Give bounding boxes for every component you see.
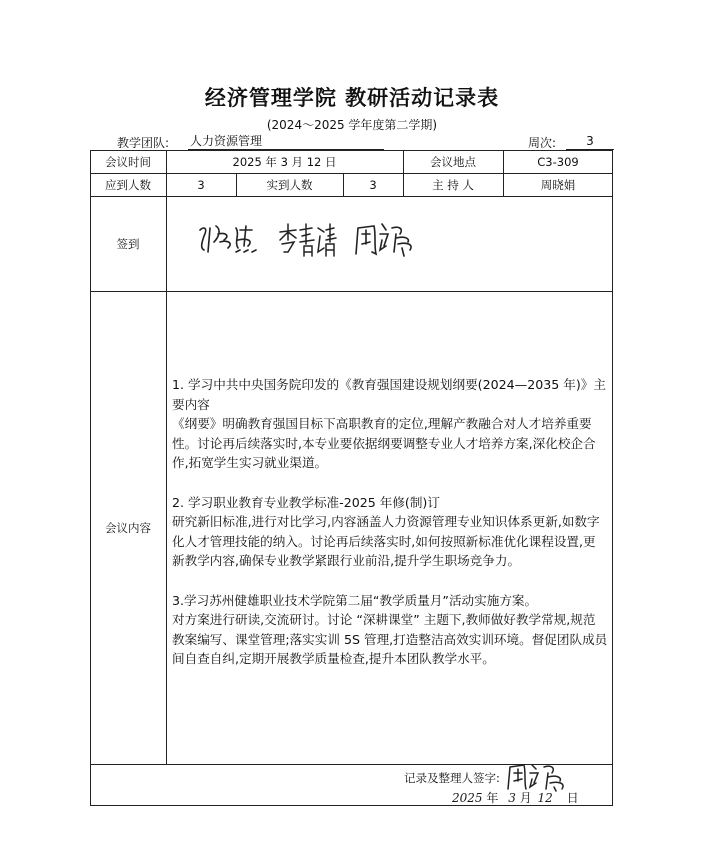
item-2-title: 2. 学习职业教育专业教学标准-2025 年修(制)订 xyxy=(172,494,440,510)
item-3-body: 对方案进行研读,交流研讨。讨论 “深耕课堂” 主题下,教师做好教学常规,规范教案编写、课堂管理;落实实训 5S 管理,打造整洁高效实训环境。督促团队成员间自查自纠,定期开展教学质量检查,提升本团队教学水平。 xyxy=(172,612,608,667)
meeting-content xyxy=(172,375,608,669)
actual-attendees-value: 3 xyxy=(369,177,377,192)
date-month-unit: 月 xyxy=(519,791,532,805)
date-day: 12 xyxy=(537,791,553,805)
signature-2 xyxy=(276,222,338,260)
recorder-label: 记录及整理人签字: xyxy=(404,771,500,785)
week-value: 3 xyxy=(566,134,614,150)
date-month: 3 xyxy=(508,791,516,805)
signature-1 xyxy=(196,220,262,260)
item-3-title: 3.学习苏州健雄职业技术学院第二届“教学质量月”活动实施方案。 xyxy=(172,592,538,608)
host-label: 主 持 人 xyxy=(432,177,474,192)
location-value: C3-309 xyxy=(537,154,579,169)
page-title: 经济管理学院 教研活动记录表 xyxy=(204,85,500,110)
expected-attendees-label: 应到人数 xyxy=(105,177,151,192)
date-day-unit: 日 xyxy=(566,791,579,805)
content-label: 会议内容 xyxy=(105,520,151,535)
term-subtitle: (2024～2025 学年度第二学期) xyxy=(266,118,438,132)
record-date xyxy=(452,789,579,806)
team-value: 人力资源管理 xyxy=(188,134,384,150)
row-divider xyxy=(90,196,613,197)
actual-attendees-label: 实到人数 xyxy=(266,177,313,192)
host-value: 周晓娟 xyxy=(540,177,576,192)
date-year-unit: 年 xyxy=(486,791,499,805)
signin-label: 签到 xyxy=(116,236,140,251)
signature-3 xyxy=(352,220,420,260)
column-divider xyxy=(166,150,167,764)
item-1-body: 《纲要》明确教育强国目标下高职教育的定位,理解产教融合对人才培养重要性。讨论再后续落实时,本专业要依据纲要调整专业人才培养方案,深化校企合作,拓宽学生实习就业渠道。 xyxy=(172,416,596,471)
team-label: 教学团队: xyxy=(117,136,170,150)
location-label: 会议地点 xyxy=(430,154,476,169)
item-1-title: 1. 学习中共中央国务院印发的《教育强国建设规划纲要(2024—2035 年)》主要内容 xyxy=(172,377,606,412)
expected-attendees-value: 3 xyxy=(197,177,205,192)
item-2-body: 研究新旧标准,进行对比学习,内容涵盖人力资源管理专业知识体系更新,如数字化人才管理技能的纳入。讨论再后续落实时,如何按照新标准优化课程设置,更新教学内容,确保专业教学紧跟行业前沿,提升学生职场竞争力。 xyxy=(172,514,600,569)
meeting-time-label: 会议时间 xyxy=(105,154,151,169)
row-divider xyxy=(90,291,613,292)
date-year: 2025 xyxy=(452,791,483,805)
week-label: 周次: xyxy=(528,136,557,150)
meeting-time-value: 2025 年 3 月 12 日 xyxy=(232,154,337,169)
